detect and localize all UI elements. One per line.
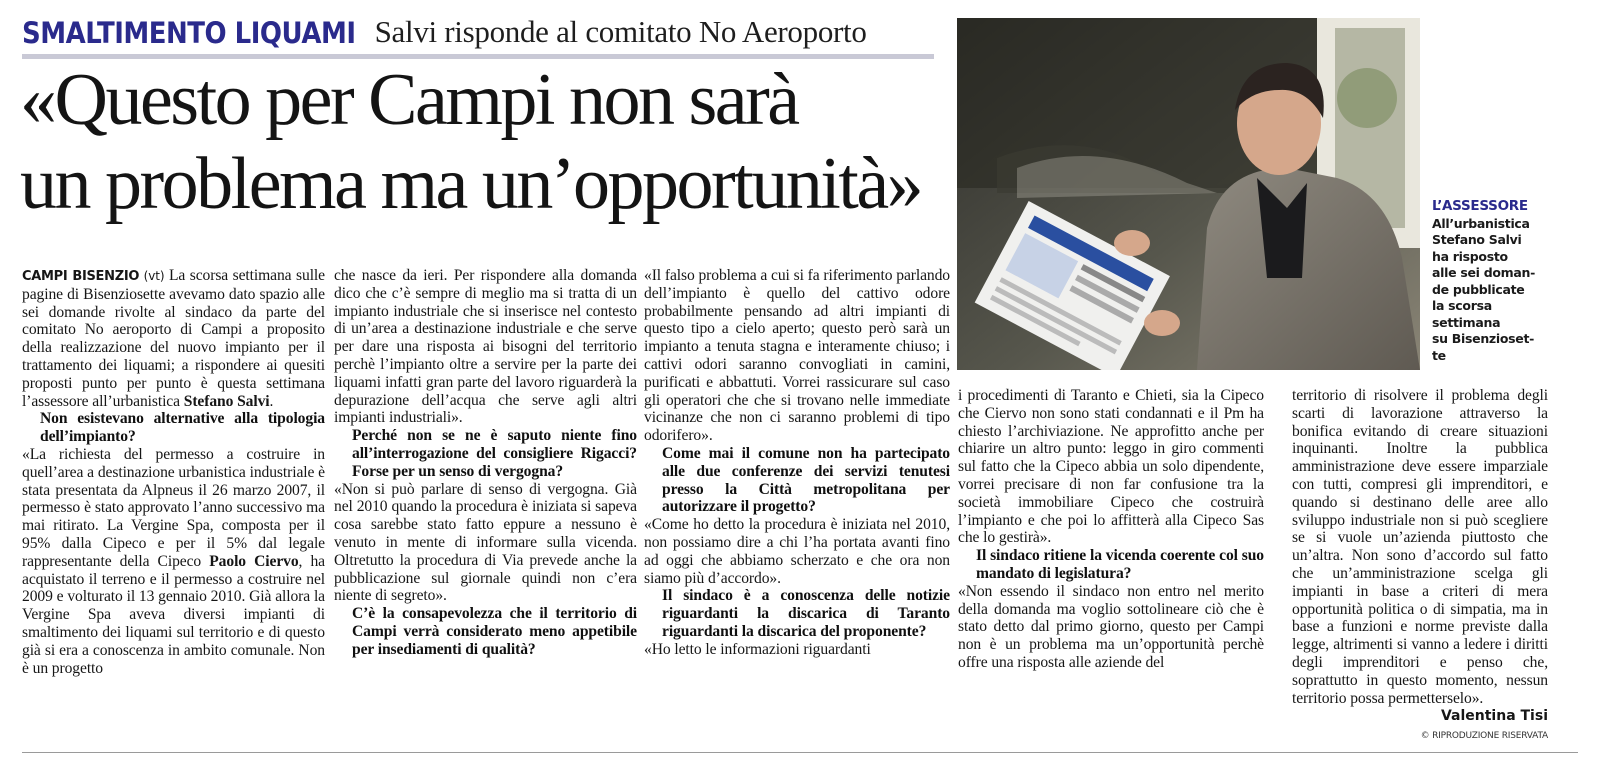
article-column-2 <box>334 267 637 659</box>
answer-1-text: «La richiesta del permesso a costruire in quell’area a destinazione urbanistica industriale è stata presentata da Alpneus il 26 marzo 2007, il permesso è stato approvato l’anno successivo ma mai ritirato. La Vergine Spa, composta per il 95% dalla Cipeco e per il 5% dal legale rappresentante della Cipeco <box>22 445 325 570</box>
article-column-4 <box>958 387 1264 672</box>
answer-4: «Come ho detto la procedura è iniziata nel 2010, non possiamo dire a chi l’ha portata avanti fino ad oggi che abbiamo scherzato e che ora non siamo più d’accordo». <box>644 516 950 587</box>
byline: Valentina Tisi <box>1440 708 1548 724</box>
caption-kicker: L’ASSESSORE <box>1432 198 1528 214</box>
question-4: Come mai il comune non ha partecipato alle due conferenze dei servizi tenutesi presso la Città metropolitana per autorizzare il progetto? <box>662 444 950 516</box>
answer-1-text-end: , ha acquistato il terreno e il permesso a costruire nel 2009 e volturato il 13 gennaio 2010. Già allora la Vergine Spa aveva diversi impianti di smaltimento dei liquami sul territorio e di questo già si era a conoscenza in ambito comunale. Non è un progetto <box>22 552 325 677</box>
answer-6: «Non essendo il sindaco non entro nel merito della domanda ma voglio sottolineare ciò che è stato detto dal primo giorno, questo per Campi non è un problema ma un’opportunità perchè offre una risposta alle aziende del <box>958 582 1264 671</box>
article-column-5 <box>1292 387 1548 707</box>
copyright-notice: © RIPRODUZIONE RISERVATA <box>1420 731 1548 741</box>
answer-5: «Ho letto le informazioni riguardanti <box>644 640 871 658</box>
question-3: C’è la consapevolezza che il territorio di Campi verrà considerato meno appetibile per insediamenti di qualità? <box>352 605 637 658</box>
headline-line-2: un problema ma un’opportunità» <box>20 143 922 225</box>
section-kicker <box>22 10 934 59</box>
headline-line-1: «Questo per Campi non sarà <box>20 59 798 141</box>
article-photo <box>957 18 1420 370</box>
answer-1-continued: che nasce da ieri. Per rispondere alla domanda dico che c’è sempre di meglio ma si tratta di un impianto industriale che si inserisce nel contesto di un’area a destinazione industriale e che serve per dare una risposta ai bisogni del territorio perchè l’impianto oltre a servire per la parte dei liquami infatti gran parte del lavoro riguarderà la depurazione dell’acqua che serve agli altri impianti industriali». <box>334 267 637 427</box>
question-1: Non esistevano alternative alla tipologia dell’impianto? <box>40 410 325 446</box>
kicker-label: SMALTIMENTO LIQUAMI <box>22 17 356 51</box>
lead-name: Stefano Salvi <box>183 392 270 410</box>
dateline: CAMPI BISENZIO <box>22 269 140 284</box>
answer-2: «Non si può parlare di senso di vergogna. Già nel 2010 quando la procedura è iniziata si sapeva cosa sarebbe stato fatto eppure a nessuno è venuto in mente di informare sulla vicenda. Oltretutto la procedura di Via prevede anche la pubblicazione sul giornale quindi non c’era niente di segreto». <box>334 480 637 605</box>
footer-divider <box>22 752 1578 753</box>
caption-text: All’urbanistica Stefano Salvi ha risposto alle sei doman- de pubblicate la scorsa settimana su Bisenzioset- te <box>1432 215 1535 363</box>
question-2: Perché non se ne è saputo niente fino all’interrogazione del consigliere Rigacci? Forse per un senso di vergogna? <box>352 427 637 480</box>
answer-3: «Il falso problema a cui si fa riferimento parlando dell’impianto è quello del cattivo odore probabilmente pensando ad altri impianti di questo tipo a cielo aperto; questo però sarà un impianto a tenuta stagna e interamente chiuso; i cattivi odori saranno convogliati in camini, purificati e abbattuti. Vorrei rassicurare sul caso gli operatori che che si trovano nelle immediate vicinanze che non ci saranno problemi di tipo odorifero». <box>644 267 950 445</box>
author-initials: (vt) <box>143 269 165 283</box>
answer-5-continued: i procedimenti di Taranto e Chieti, sia la Cipeco che Ciervo non sono stati condannati e il Pm ha chiesto l’archiviazione. Ne approfitto anche per chiarire un altro punto: leggo in giro commenti sul fatto che la Cipeco abbia un solo dipendente, vorrei precisare di non far confusione tra la società immobiliare Cipeco che costruirà l’impianto e che poi lo affitterà alla Cipeco Sas che lo gestirà». <box>958 387 1264 547</box>
article-column-1 <box>22 267 325 677</box>
photo-caption <box>1432 198 1572 364</box>
answer-1 <box>22 446 325 677</box>
question-6: Il sindaco ritiene la vicenda coerente col suo mandato di legislatura? <box>976 547 1264 582</box>
article-column-3 <box>644 267 950 659</box>
answer-1-name: Paolo Ciervo <box>209 552 299 570</box>
article-lead <box>22 267 325 410</box>
photo-illustration <box>957 18 1420 370</box>
lead-end: . <box>269 392 274 410</box>
kicker-subtitle: Salvi risponde al comitato No Aeroporto <box>374 14 867 49</box>
answer-6-continued: territorio di risolvere il problema degli scarti di lavorazione attraverso la bonifica evitando di creare situazioni inquinanti. Inoltre la pubblica amministrazione deve essere imparziale con tutti, compresi gli imprenditori, e quando si destinano delle aree allo sviluppo industriale non si può scegliere se si vuole un’azienda piuttosto che un’altra. Non sono d’accordo sul fatto che un’amministrazione scelga gli impianti in base a criteri di mera opportunità politica o di simpatia, ma in base a funzioni e norme previste dalla legge, altrimenti si vanno a ledere i diritti degli imprenditori e penso che, soprattutto in questo momento, nessun territorio possa permetterselo». <box>1292 387 1548 707</box>
headline <box>20 58 950 226</box>
question-5: Il sindaco è a conoscenza delle notizie riguardanti la discarica di Taranto riguardanti la discarica del proponente? <box>662 587 950 640</box>
lead-text: La scorsa settimana sulle pagine di Bisenziosette avevamo dato spazio alle sei domande rivolte al sindaco da parte del comitato No aeroporto di Campi a proposito della realizzazione del nuovo impianto per il trattamento dei liquami; a rispondere ai quesiti proposti punto per punto è questa settimana l’assessore all’urbanistica <box>22 267 325 410</box>
